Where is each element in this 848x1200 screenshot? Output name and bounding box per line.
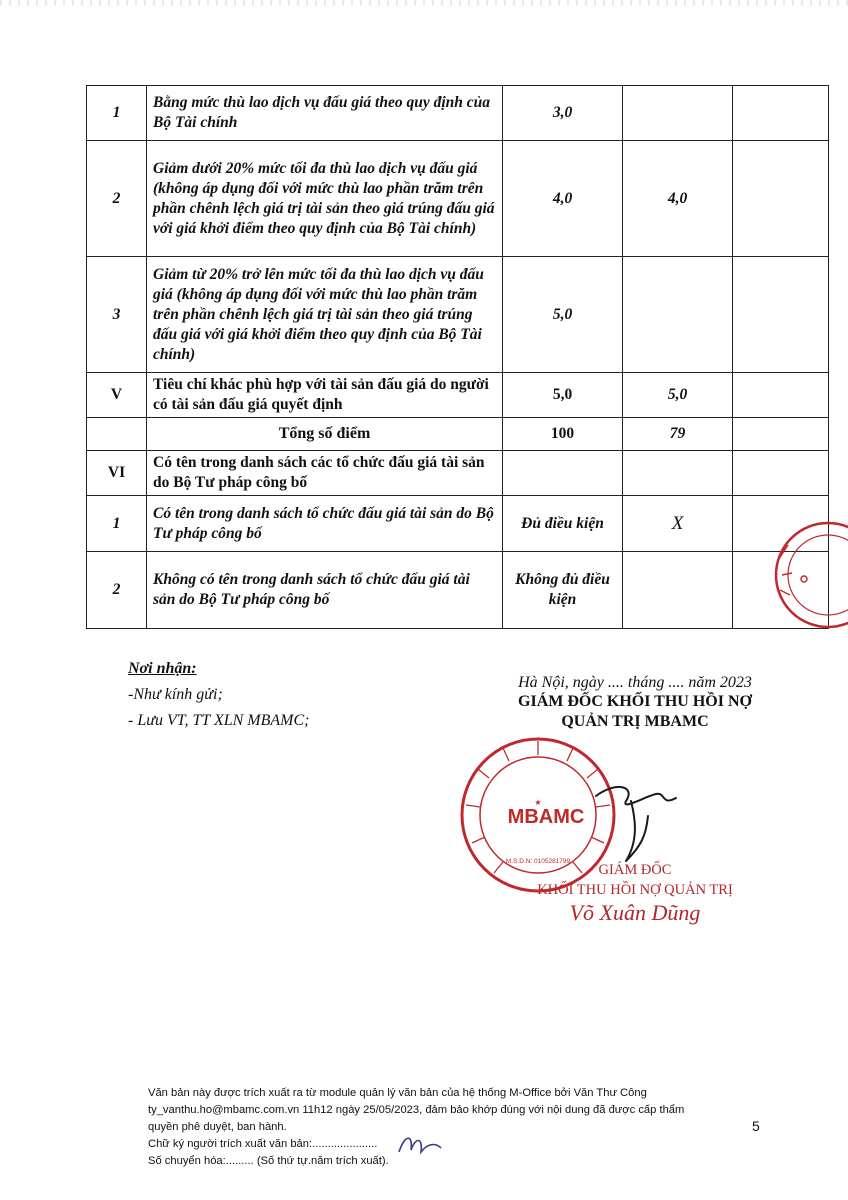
row-score: 4,0 (623, 141, 733, 257)
row-number: 1 (87, 496, 147, 552)
row-description: Tiêu chí khác phù hợp với tài sản đấu giá do người có tài sản đấu giá quyết định (147, 373, 503, 418)
table-row (87, 86, 829, 141)
stamp-star: ★ (534, 798, 542, 807)
row-empty-cell (733, 373, 829, 418)
stamp-partial-icon (758, 515, 848, 635)
footer-line: Số chuyển hóa:......... (Số thứ tự.năm trích xuất). (148, 1155, 389, 1167)
total-score: 79 (623, 418, 733, 451)
row-number (87, 418, 147, 451)
row-description: Bằng mức thù lao dịch vụ đấu giá theo quy định của Bộ Tài chính (147, 86, 503, 141)
row-number: V (87, 373, 147, 418)
row-score: 5,0 (623, 373, 733, 418)
row-max-score: 5,0 (503, 257, 623, 373)
row-description: Có tên trong danh sách tổ chức đấu giá tài sản do Bộ Tư pháp công bố (147, 496, 503, 552)
page-number: 5 (752, 1118, 760, 1134)
row-score (623, 552, 733, 629)
stamp-tax-code: M.S.D.N: 0105281799 (505, 858, 571, 865)
row-description: Giảm từ 20% trở lên mức tối đa thù lao dịch vụ đấu giá (không áp dụng đối với mức thù lao phần trăm trên phần chênh lệch giá trị tài sản theo giá trúng đấu giá với giá khởi điểm theo quy định của Bộ Tài chính) (147, 257, 503, 373)
total-max-score: 100 (503, 418, 623, 451)
signer-name: Võ Xuân Dũng (569, 900, 701, 925)
row-description: Không có tên trong danh sách tổ chức đấu giá tài sản do Bộ Tư pháp công bố (147, 552, 503, 629)
recipients-title: Nơi nhận: (128, 660, 197, 677)
footer-line: Văn bản này được trích xuất ra từ module quản lý văn bản của hệ thống M-Office bởi Văn Thư Công (148, 1087, 647, 1099)
signed-title-1: GIÁM ĐỐC (598, 862, 672, 878)
table-row (87, 373, 829, 418)
recipients-block (128, 660, 310, 738)
criteria-table (86, 85, 829, 629)
row-number: 1 (87, 86, 147, 141)
scan-edge (0, 0, 848, 6)
row-number: 3 (87, 257, 147, 373)
handwritten-signature-icon (586, 776, 696, 866)
table-row (87, 257, 829, 373)
table-row (87, 451, 829, 496)
extractor-signature-icon (395, 1130, 445, 1160)
row-max-score: Đủ điều kiện (503, 496, 623, 552)
table-row (87, 418, 829, 451)
row-max-score: 3,0 (503, 86, 623, 141)
row-score (623, 86, 733, 141)
row-max-score: 4,0 (503, 141, 623, 257)
row-description: Giảm dưới 20% mức tối đa thù lao dịch vụ đấu giá (không áp dụng đối với mức thù lao phần trăm trên phần chênh lệch giá trị tài sản theo giá trúng đấu giá với giá khởi điểm theo quy định của Bộ Tài chính) (147, 141, 503, 257)
signed-title-2: KHỐI THU HỒI NỢ QUẢN TRỊ (537, 882, 733, 898)
row-empty-cell (733, 86, 829, 141)
row-empty-cell (733, 418, 829, 451)
position-line-2: QUẢN TRỊ MBAMC (561, 713, 709, 730)
row-max-score (503, 451, 623, 496)
row-empty-cell (733, 257, 829, 373)
total-label: Tổng số điểm (147, 418, 503, 451)
position-line-1: GIÁM ĐỐC KHỐI THU HỒI NỢ (518, 693, 752, 710)
table-row (87, 496, 829, 552)
table-row (87, 141, 829, 257)
recipient-item: -Như kính gửi; (128, 686, 223, 703)
row-empty-cell (733, 141, 829, 257)
row-score (623, 257, 733, 373)
row-empty-cell (733, 451, 829, 496)
stamp-logo: MBAMC (507, 806, 585, 828)
row-number: 2 (87, 552, 147, 629)
row-description: Có tên trong danh sách các tổ chức đấu giá tài sản do Bộ Tư pháp công bố (147, 451, 503, 496)
row-max-score: 5,0 (503, 373, 623, 418)
row-number: VI (87, 451, 147, 496)
row-score (623, 451, 733, 496)
footer-line: Chữ ký người trích xuất văn bản:..................... (148, 1138, 378, 1150)
row-max-score: Không đủ điều kiện (503, 552, 623, 629)
table-row (87, 552, 829, 629)
place-date: Hà Nội, ngày .... tháng .... năm 2023 (518, 674, 752, 691)
footer-line: ty_vanthu.ho@mbamc.com.vn 11h12 ngày 25/05/2023, đảm bảo khớp đúng với nội dung đã được cấp thẩm (148, 1104, 685, 1116)
row-number: 2 (87, 141, 147, 257)
recipient-item: - Lưu VT, TT XLN MBAMC; (128, 712, 310, 729)
footer-line: quyền phê duyệt, ban hành. (148, 1121, 287, 1133)
row-score: X (623, 496, 733, 552)
